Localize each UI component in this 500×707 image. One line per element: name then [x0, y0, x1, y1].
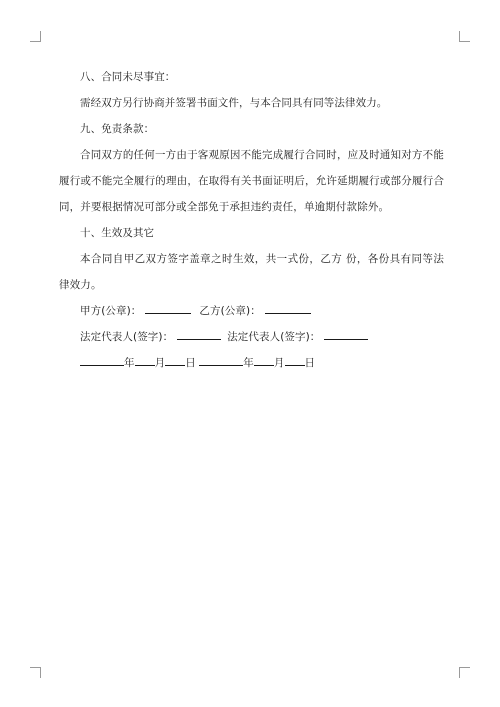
date-line: [59, 350, 444, 376]
rep-b-label: 法定代表人(签字)：: [227, 331, 321, 343]
section8-heading: 八、合同未尽事宜：: [80, 71, 176, 83]
date-b-year-blank[interactable]: [199, 354, 243, 366]
date-a-month-label: 月: [154, 357, 166, 369]
seal-line: [59, 298, 444, 324]
section8-text: 需经双方另行协商并签署书面文件，与本合同具有同等法律效力。: [80, 97, 388, 109]
party-a-seal-label: 甲方(公章)：: [80, 305, 142, 317]
party-b-seal-label: 乙方(公章)：: [199, 305, 261, 317]
date-b-day-label: 日: [304, 357, 316, 369]
date-a-year-blank[interactable]: [80, 354, 124, 366]
party-b-seal-blank[interactable]: [265, 302, 311, 314]
crop-mark-bottom-left: [30, 667, 41, 678]
date-b-month-label: 月: [273, 357, 285, 369]
rep-a-blank[interactable]: [177, 328, 221, 340]
date-b-day-blank[interactable]: [285, 354, 305, 366]
date-a-day-label: 日: [185, 357, 196, 369]
party-a-seal-blank[interactable]: [145, 302, 191, 314]
section9-heading: 九、免责条款：: [80, 123, 155, 135]
representative-line: [59, 324, 444, 350]
crop-mark-bottom-right: [459, 667, 470, 678]
section10-heading: 十、生效及其它: [80, 227, 155, 239]
date-b-month-blank[interactable]: [254, 354, 274, 366]
date-b-year-label: 年: [243, 357, 254, 369]
section10-text: 本合同自甲乙双方签字盖章之时生效，共一式份，乙方 份，各份具有同等法律效力。: [59, 253, 444, 291]
document-body: [59, 64, 444, 376]
rep-b-blank[interactable]: [324, 328, 368, 340]
crop-mark-top-right: [459, 31, 470, 42]
date-a-year-label: 年: [124, 357, 135, 369]
rep-a-label: 法定代表人(签字)：: [80, 331, 174, 343]
date-a-month-blank[interactable]: [135, 354, 155, 366]
date-a-day-blank[interactable]: [165, 354, 185, 366]
section9-text: 合同双方的任何一方由于客观原因不能完成履行合同时，应及时通知对方不能履行或不能完全履行的理由，在取得有关书面证明后，允许延期履行或部分履行合同，并要根据情况可部分或全部免于承担违约责任，单逾期付款除外。: [59, 149, 444, 213]
crop-mark-top-left: [30, 31, 41, 42]
